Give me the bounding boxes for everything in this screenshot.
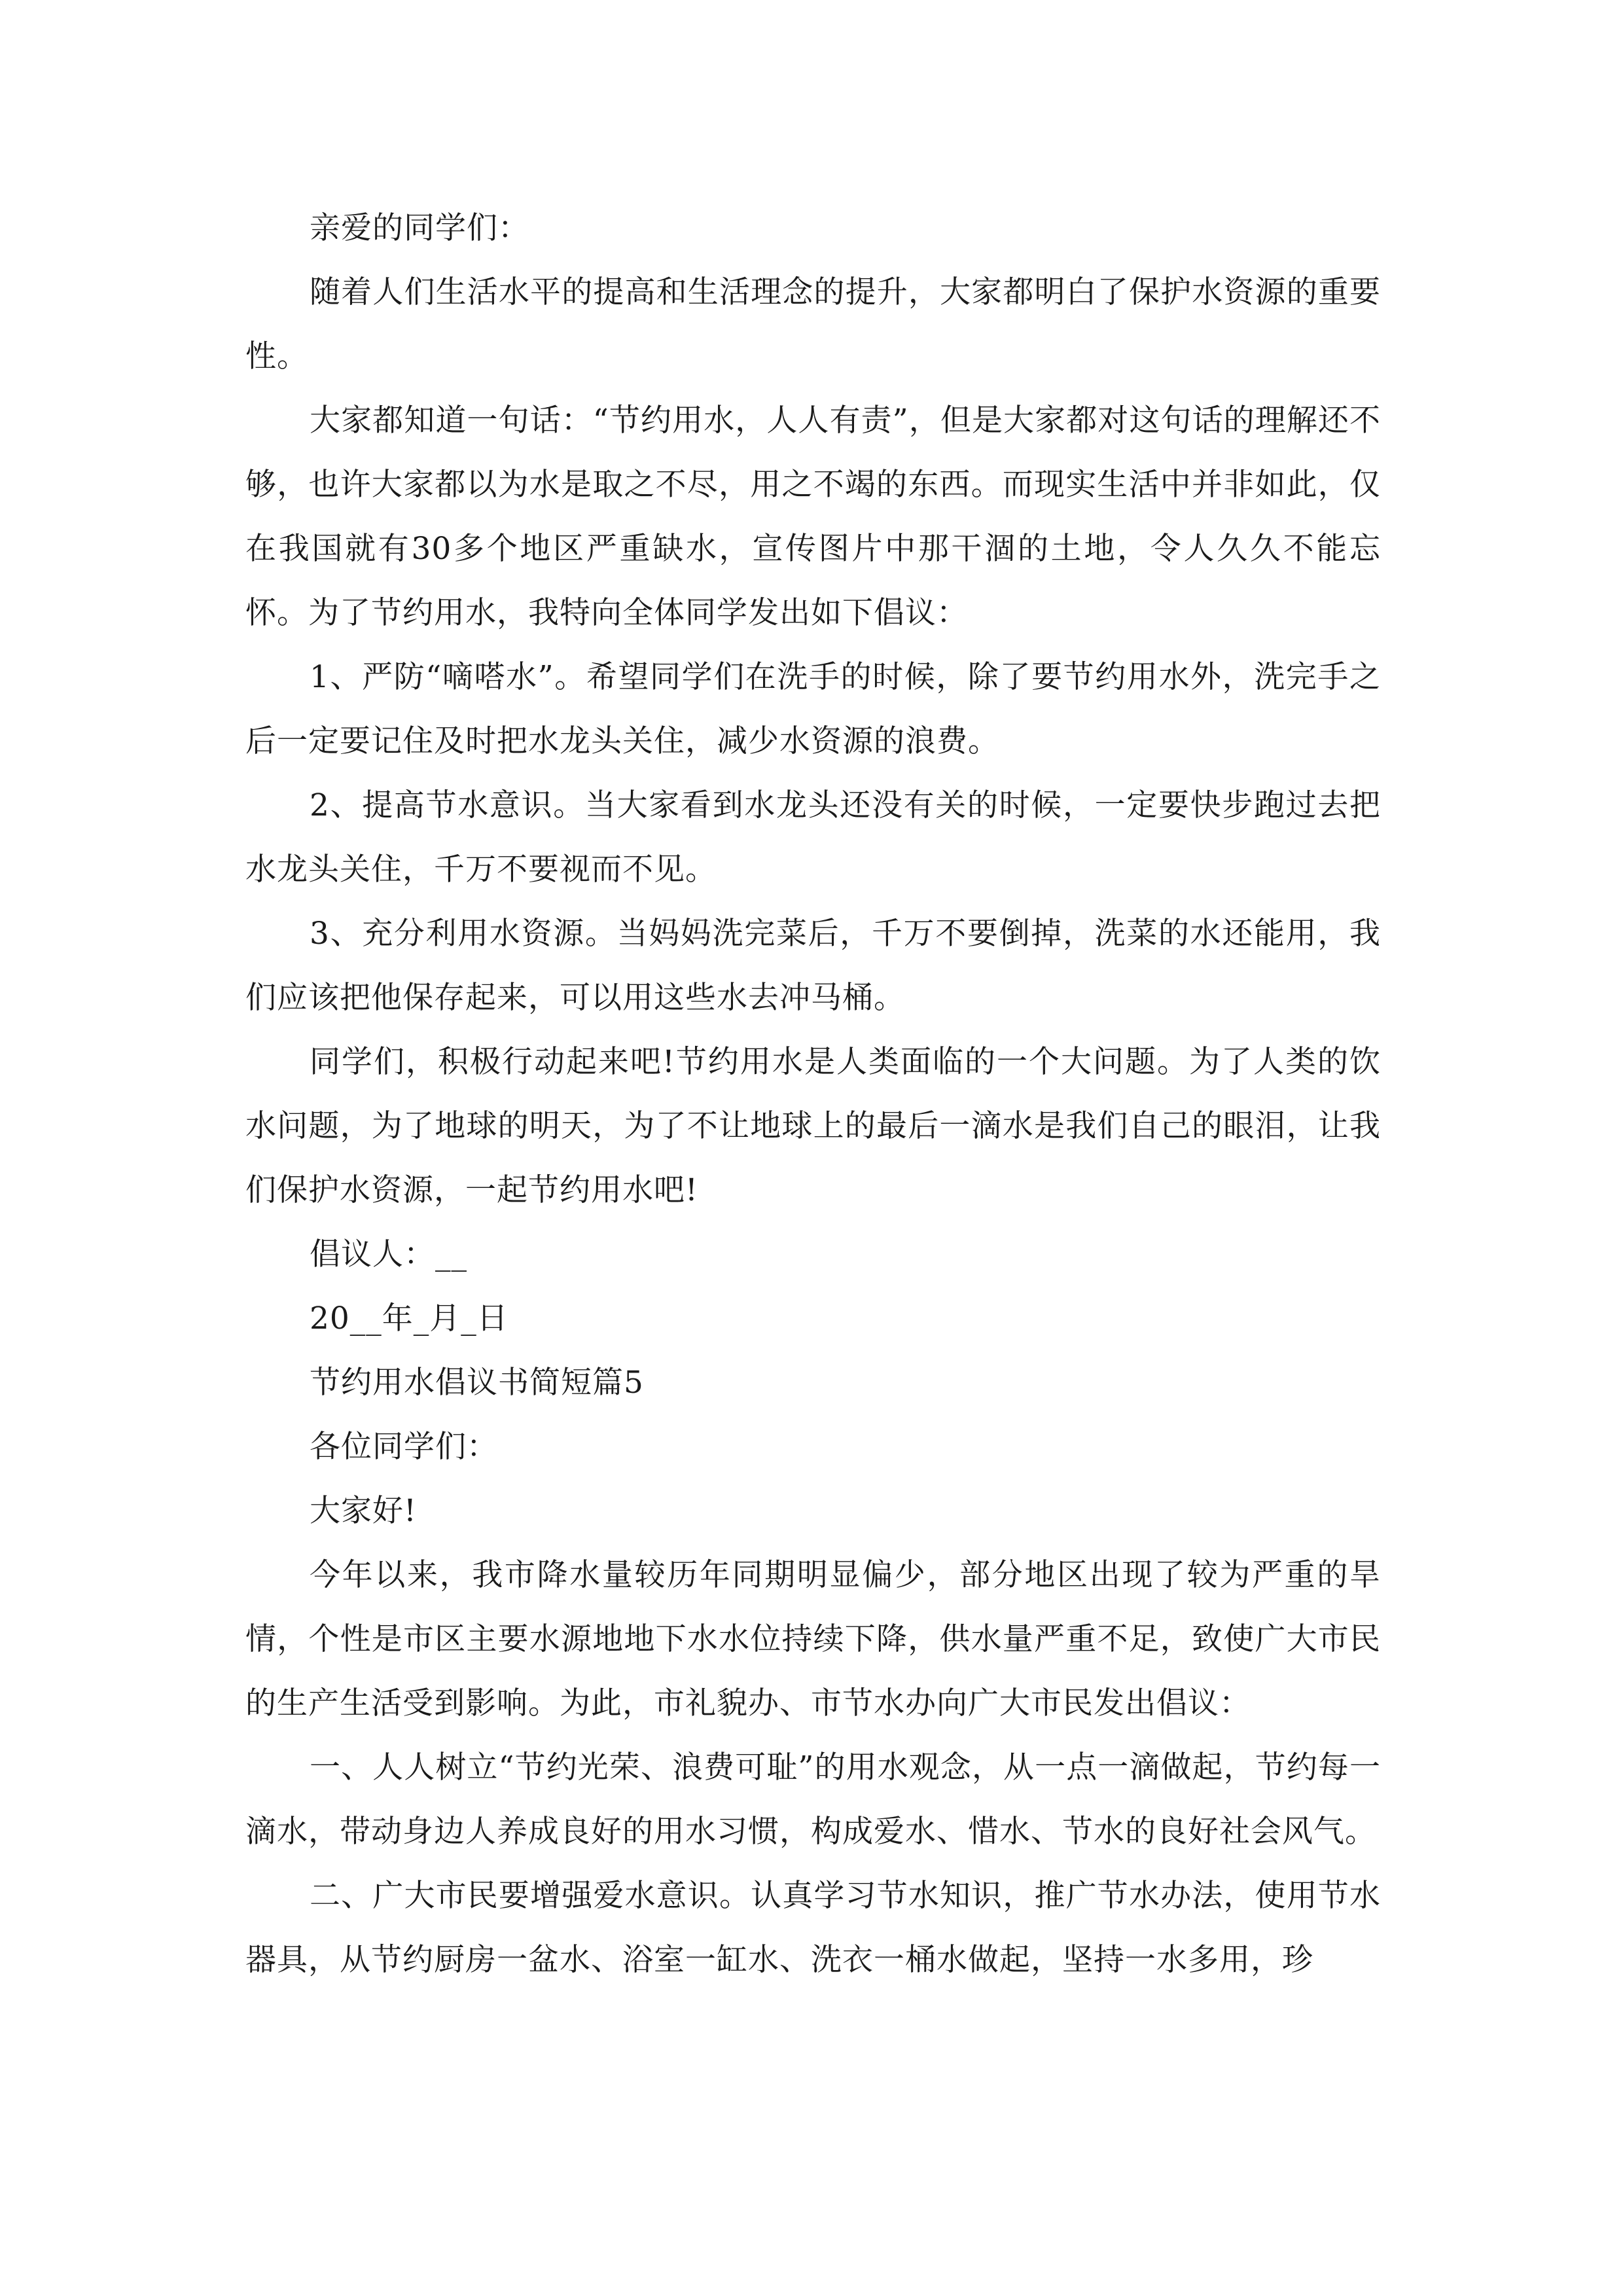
- paragraph-intro: 随着人们生活水平的提高和生活理念的提升，大家都明白了保护水资源的重要性。: [245, 274, 1381, 374]
- document-page: [245, 196, 1381, 1992]
- proposer-line: 倡议人：__: [310, 1236, 467, 1272]
- proposal-item-2: 2、提高节水意识。当大家看到水龙头还没有关的时候，一定要快步跑过去把水龙头关住，千万不要视而不见。: [245, 787, 1381, 888]
- proposal-item-3: 3、充分利用水资源。当妈妈洗完菜后，千万不要倒掉，洗菜的水还能用，我们应该把他保存起来，可以用这些水去冲马桶。: [245, 916, 1381, 1016]
- greeting: 亲爱的同学们：: [310, 210, 529, 246]
- date-line: 20__年_月_日: [310, 1300, 508, 1336]
- proposal-item-1: 1、严防“嘀嗒水”。希望同学们在洗手的时候，除了要节约用水外，洗完手之后一定要记住及时把水龙头关住，减少水资源的浪费。: [245, 659, 1381, 759]
- proposal-item-two: 二、广大市民要增强爱水意识。认真学习节水知识，推广节水办法，使用节水器具，从节约厨房一盆水、浴室一缸水、洗衣一桶水做起，坚持一水多用，珍: [245, 1878, 1381, 1978]
- proposal-item-one: 一、人人树立“节约光荣、浪费可耻”的用水观念，从一点一滴做起，节约每一滴水，带动身边人养成良好的用水习惯，构成爱水、惜水、节水的良好社会风气。: [245, 1749, 1381, 1850]
- paragraph-saying: 大家都知道一句话：“节约用水，人人有责”，但是大家都对这句话的理解还不够，也许大家都以为水是取之不尽，用之不竭的东西。而现实生活中并非如此，仅在我国就有30多个地区严重缺水，宣传图片中那干涸的土地，令人久久不能忘怀。为了节约用水，我特向全体同学发出如下倡议：: [245, 403, 1381, 631]
- section-title: 节约用水倡议书简短篇5: [310, 1365, 644, 1401]
- greeting-2: 各位同学们：: [310, 1429, 498, 1465]
- paragraph-drought: 今年以来，我市降水量较历年同期明显偏少，部分地区出现了较为严重的旱情，个性是市区主要水源地地下水水位持续下降，供水量严重不足，致使广大市民的生产生活受到影响。为此，市礼貌办、市节水办向广大市民发出倡议：: [245, 1557, 1381, 1721]
- salutation: 大家好!: [310, 1493, 417, 1529]
- paragraph-call-to-action: 同学们，积极行动起来吧!节约用水是人类面临的一个大问题。为了人类的饮水问题，为了地球的明天，为了不让地球上的最后一滴水是我们自己的眼泪，让我们保护水资源，一起节约用水吧!: [245, 1044, 1381, 1208]
